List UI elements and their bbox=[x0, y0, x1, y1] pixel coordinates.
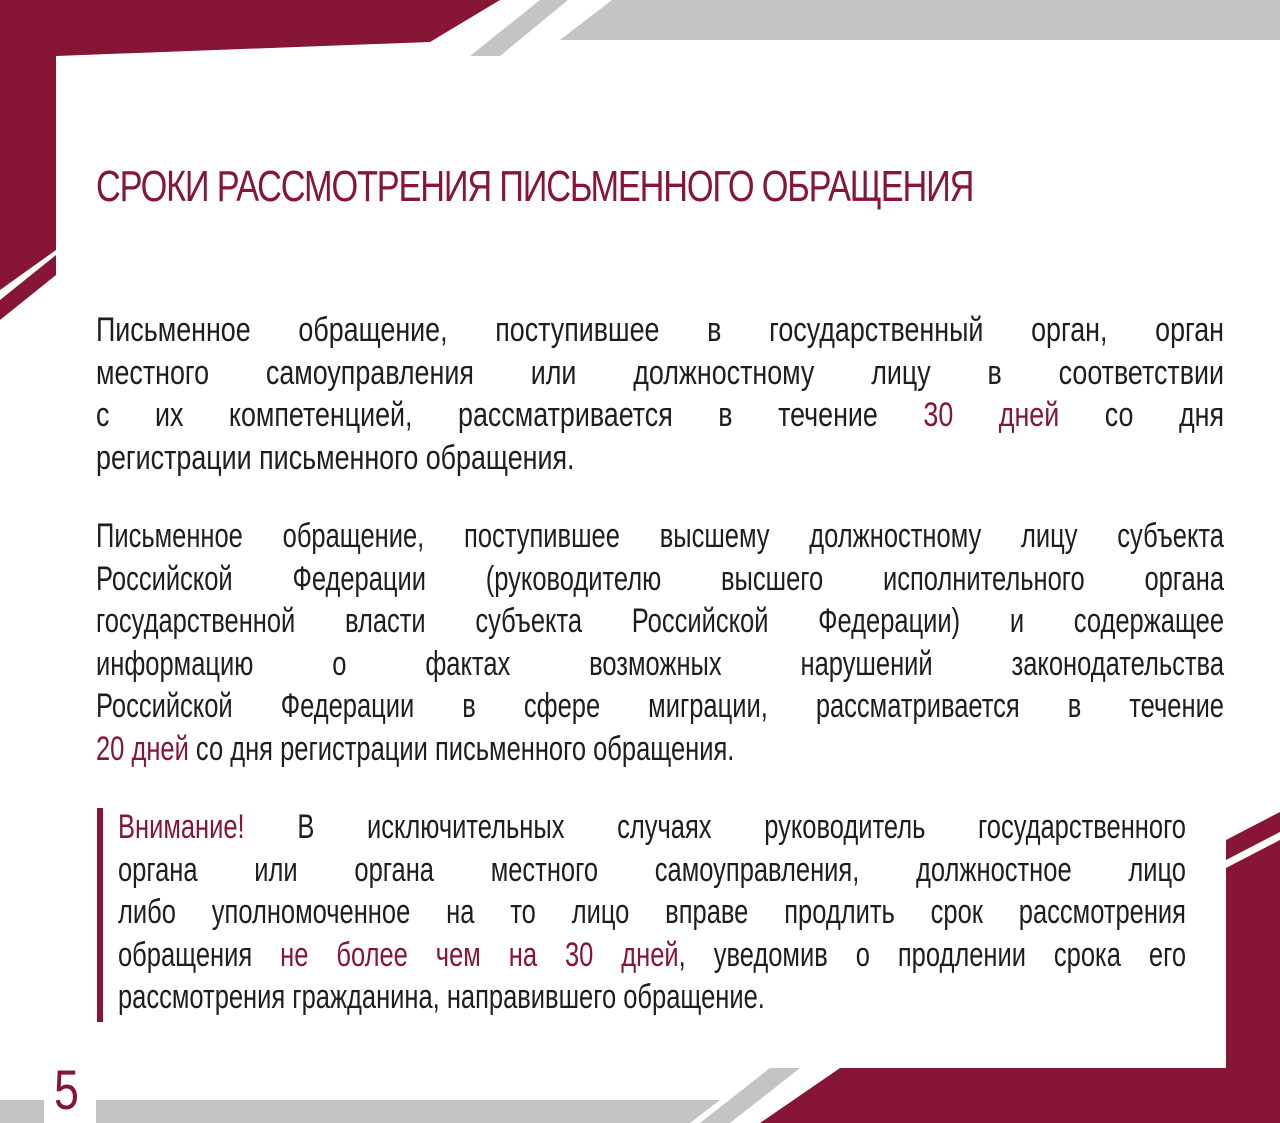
text-line bbox=[96, 352, 1224, 395]
bottom-grey-stripe-1 bbox=[96, 1100, 720, 1123]
text-segment: местного самоуправления или должностному лицу в соответствии bbox=[96, 353, 1224, 392]
highlighted-text: 30 дней bbox=[923, 396, 1060, 434]
text-line bbox=[96, 643, 1224, 686]
page-title: СРОКИ РАССМОТРЕНИЯ ПИСЬМЕННОГО ОБРАЩЕНИЯ bbox=[96, 162, 974, 211]
text-line bbox=[96, 309, 1224, 352]
text-segment: рассмотрения гражданина, направившего обращение. bbox=[118, 978, 765, 1016]
text-line bbox=[96, 394, 1224, 437]
text-line bbox=[118, 849, 1186, 892]
text-segment: информацию о фактах возможных нарушений законодательства bbox=[96, 644, 1224, 683]
text-segment: Письменное обращение, поступившее в государственный орган, орган bbox=[96, 311, 1224, 349]
text-segment: государственной власти субъекта Российской Федерации) и содержащее bbox=[96, 602, 1224, 640]
paragraph-first bbox=[96, 309, 1224, 479]
page-number: 5 bbox=[54, 1058, 79, 1121]
top-grey-stripe-2 bbox=[560, 0, 1280, 40]
text-segment: обращения bbox=[118, 935, 281, 974]
text-line bbox=[96, 728, 1224, 771]
text-line bbox=[96, 515, 1224, 558]
text-segment: Письменное обращение, поступившее высшему должностному лицу субъекта bbox=[96, 517, 1224, 555]
notice-accent-bar bbox=[97, 808, 103, 1022]
text-segment: либо уполномоченное на то лицо вправе продлить срок рассмотрения bbox=[118, 893, 1186, 931]
text-segment: регистрации письменного обращения. bbox=[96, 438, 575, 477]
notice-paragraph bbox=[118, 806, 1186, 1019]
text-segment: , уведомив о продлении срока его bbox=[678, 935, 1187, 974]
text-line bbox=[96, 558, 1224, 601]
text-line bbox=[118, 934, 1186, 977]
text-segment: органа или органа местного самоуправления, должностное лицо bbox=[118, 850, 1186, 889]
highlighted-text: Внимание! bbox=[118, 808, 245, 846]
text-segment: Российской Федерации в сфере миграции, рассматривается в течение bbox=[96, 687, 1224, 725]
text-segment: Российской Федерации (руководителю высшего исполнительного органа bbox=[96, 559, 1224, 598]
text-line bbox=[118, 806, 1186, 849]
highlighted-text: 20 дней bbox=[96, 729, 189, 768]
highlighted-text: не более чем на 30 дней bbox=[280, 935, 679, 974]
text-segment: со дня bbox=[1059, 396, 1225, 434]
text-line bbox=[96, 437, 1224, 480]
paragraph-second bbox=[96, 515, 1224, 770]
text-segment: с их компетенцией, рассматривается в течение bbox=[96, 396, 924, 434]
text-segment: со дня регистрации письменного обращения. bbox=[188, 729, 735, 768]
text-line bbox=[96, 685, 1224, 728]
text-line bbox=[96, 600, 1224, 643]
text-segment: В исключительных случаях руководитель государственного bbox=[244, 808, 1186, 846]
text-line bbox=[118, 976, 1186, 1019]
text-line bbox=[118, 891, 1186, 934]
bottom-left-grey-stub bbox=[0, 1100, 44, 1123]
